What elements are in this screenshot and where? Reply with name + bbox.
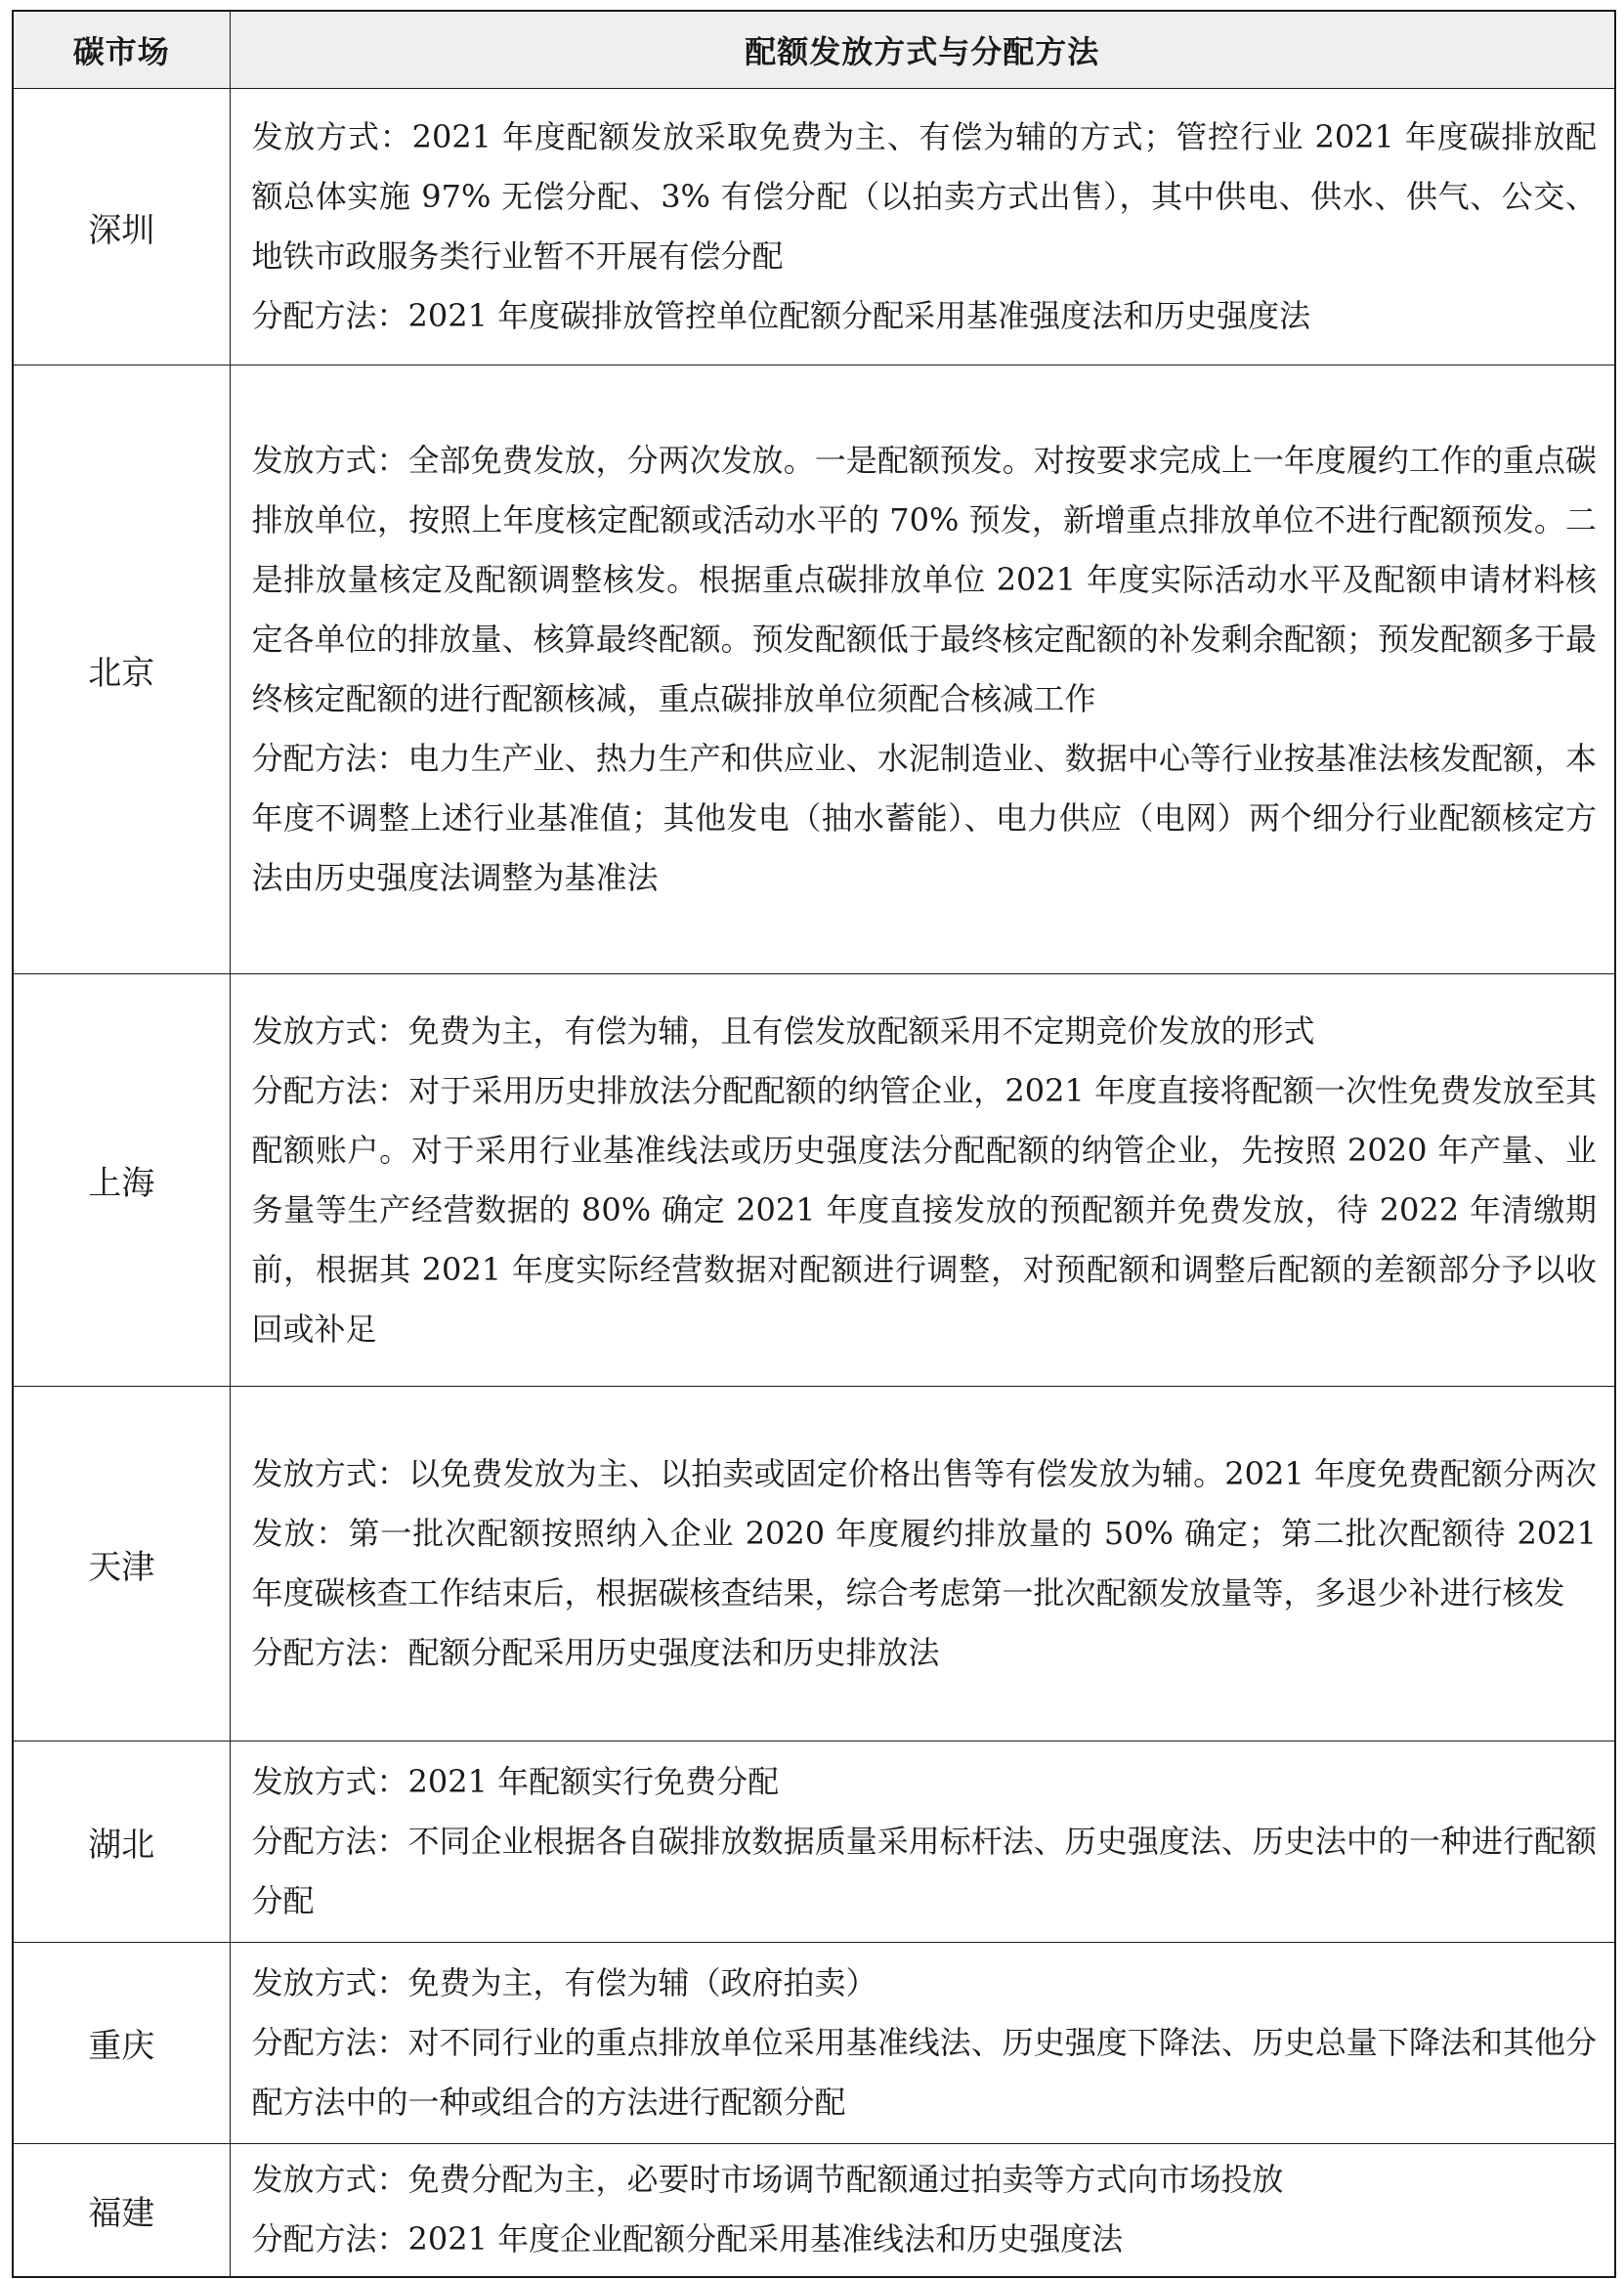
issuance-text: 发放方式：免费为主，有偿为辅，且有偿发放配额采用不定期竞价发放的形式	[251, 1011, 1315, 1050]
allocation-text: 分配方法：电力生产业、热力生产和供应业、水泥制造业、数据中心等行业按基准法核发配额，本年度不调整上述行业基准值；其他发电（抽水蓄能）、电力供应（电网）两个细分行业配额核定方法由历史强度法调整为基准法	[251, 740, 1597, 896]
issuance-text: 发放方式：以免费发放为主、以拍卖或固定价格出售等有偿发放为辅。2021 年度免费配额分两次发放：第一批次配额按照纳入企业 2020 年度履约排放量的 50% 确定；第二批次配额待 2021 年度碳核查工作结束后，根据碳核查结果，综合考虑第一批次配额发放量等，多退少补进行核发	[251, 1455, 1597, 1612]
method-cell	[230, 1742, 1615, 1943]
allocation-text: 分配方法：对于采用历史排放法分配配额的纳管企业，2021 年度直接将配额一次性免费发放至其配额账户。对于采用行业基准线法或历史强度法分配配额的纳管企业，先按照 2020 年产量、业务量等生产经营数据的 80% 确定 2021 年度直接发放的预配额并免费发放，待 2022 年清缴期前，根据其 2021 年度实际经营数据对配额进行调整，对预配额和调整后配额的差额部分予以收回或补足	[251, 1071, 1597, 1348]
method-cell	[230, 366, 1615, 974]
table-row	[13, 1387, 1615, 1742]
table-row	[13, 1943, 1615, 2144]
table-row	[13, 2144, 1615, 2277]
table-row	[13, 1742, 1615, 1943]
method-cell	[230, 974, 1615, 1387]
method-cell	[230, 2144, 1615, 2277]
market-name: 福建	[13, 2144, 230, 2277]
allocation-text: 分配方法：不同企业根据各自碳排放数据质量采用标杆法、历史强度法、历史法中的一种进行配额分配	[251, 1823, 1597, 1919]
issuance-text: 发放方式：2021 年度配额发放采取免费为主、有偿为辅的方式；管控行业 2021 年度碳排放配额总体实施 97% 无偿分配、3% 有偿分配（以拍卖方式出售），其中供电、供水、供气、公交、地铁市政服务类行业暂不开展有偿分配	[251, 118, 1597, 275]
allocation-text: 分配方法：2021 年度碳排放管控单位配额分配采用基准强度法和历史强度法	[251, 297, 1311, 334]
allocation-text: 分配方法：配额分配采用历史强度法和历史排放法	[251, 1634, 940, 1671]
allocation-text: 分配方法：对不同行业的重点排放单位采用基准线法、历史强度下降法、历史总量下降法和其他分配方法中的一种或组合的方法进行配额分配	[251, 2024, 1597, 2121]
table-row	[13, 974, 1615, 1387]
issuance-text: 发放方式：2021 年配额实行免费分配	[251, 1763, 780, 1800]
market-name: 上海	[13, 974, 230, 1387]
issuance-text: 发放方式：免费为主，有偿为辅（政府拍卖）	[251, 1964, 877, 2001]
carbon-allocation-table	[12, 10, 1616, 2278]
table-row	[13, 89, 1615, 366]
method-cell	[230, 1943, 1615, 2144]
issuance-text: 发放方式：全部免费发放，分两次发放。一是配额预发。对按要求完成上一年度履约工作的重点碳排放单位，按照上年度核定配额或活动水平的 70% 预发，新增重点排放单位不进行配额预发。二是排放量核定及配额调整核发。根据重点碳排放单位 2021 年度实际活动水平及配额申请材料核定各单位的排放量、核算最终配额。预发配额低于最终核定配额的补发剩余配额；预发配额多于最终核定配额的进行配额核减，重点碳排放单位须配合核减工作	[251, 442, 1597, 717]
allocation-table-container	[12, 10, 1614, 2267]
issuance-text: 发放方式：免费分配为主，必要时市场调节配额通过拍卖等方式向市场投放	[251, 2161, 1284, 2199]
method-cell	[230, 1387, 1615, 1742]
table-row	[13, 366, 1615, 974]
table-header-row	[13, 11, 1615, 89]
market-name: 湖北	[13, 1742, 230, 1943]
header-method: 配额发放方式与分配方法	[230, 11, 1615, 89]
header-market: 碳市场	[13, 11, 230, 89]
market-name: 深圳	[13, 89, 230, 366]
allocation-text: 分配方法：2021 年度企业配额分配采用基准线法和历史强度法	[251, 2220, 1124, 2258]
market-name: 天津	[13, 1387, 230, 1742]
market-name: 北京	[13, 366, 230, 974]
method-cell	[230, 89, 1615, 366]
market-name: 重庆	[13, 1943, 230, 2144]
